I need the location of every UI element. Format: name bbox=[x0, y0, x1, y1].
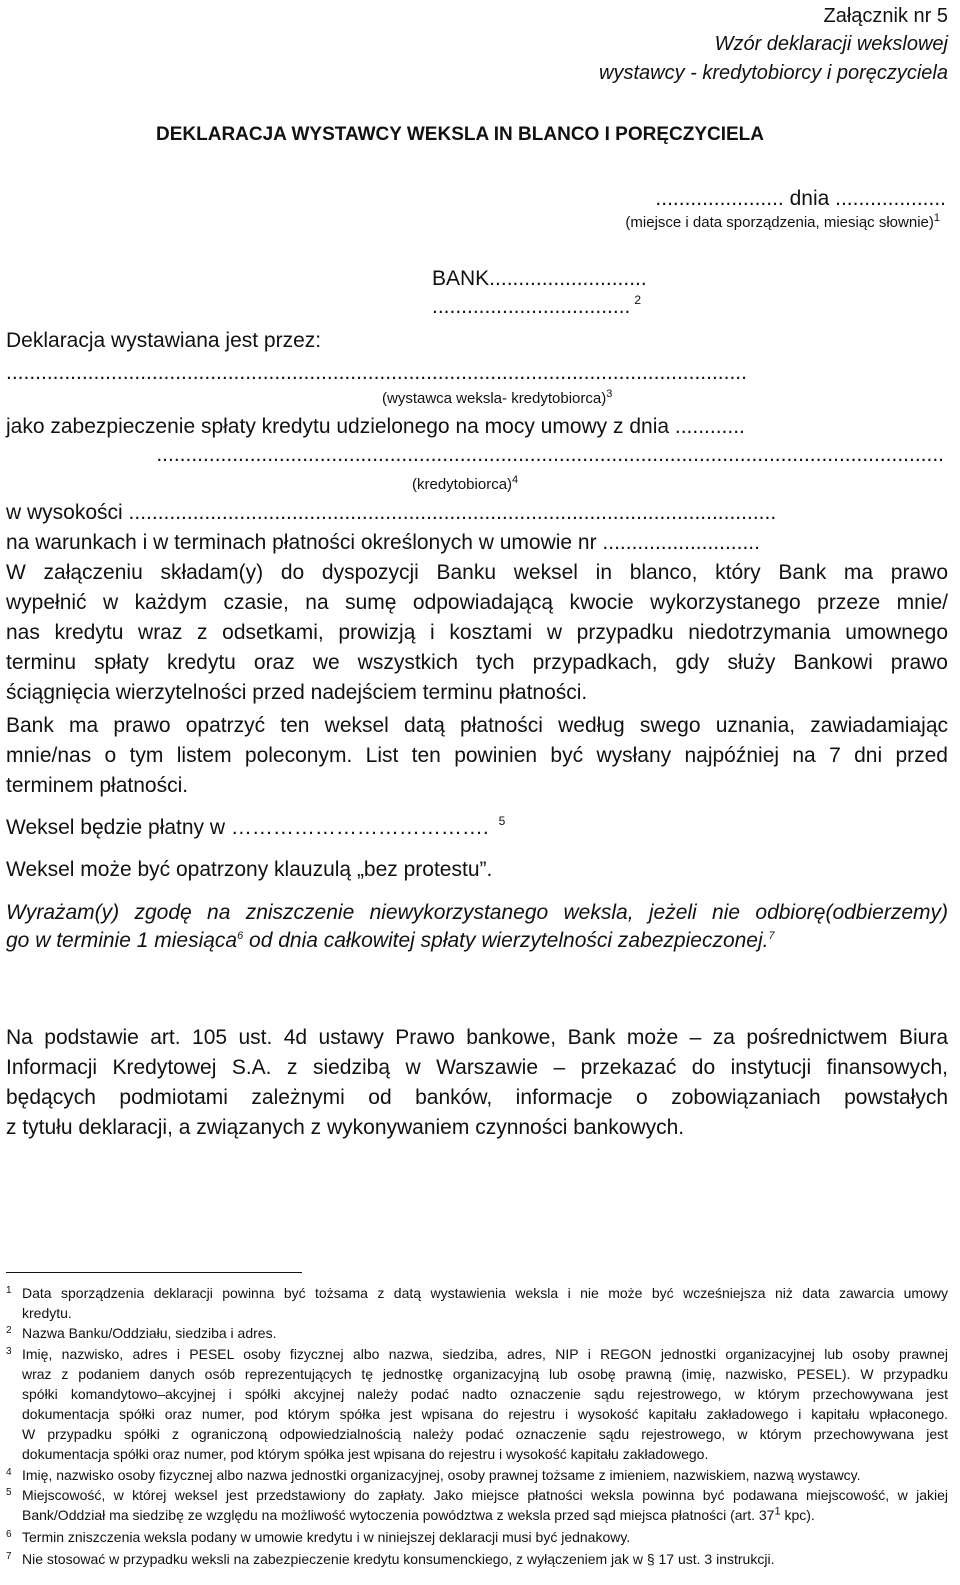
paragraph-2-line: mnie/nas o tym listem poleconym. List ten powinien być wysłany najpóźniej na 7 dni przed bbox=[6, 744, 948, 767]
page-title: DEKLARACJA WYSTAWCY WEKSLA IN BLANCO I PORĘCZYCIELA bbox=[156, 124, 765, 145]
place-date-line: ...................... dnia ................... bbox=[655, 187, 946, 210]
protest-line: Weksel może być opatrzony klauzulą „bez protestu”. bbox=[6, 858, 493, 881]
paragraph-2-line: terminem płatności. bbox=[6, 774, 189, 797]
consent-line-1: Wyrażam(y) zgodę na zniszczenie niewykorzystanego weksla, jeżeli nie odbiorę(odbierzemy) bbox=[6, 901, 948, 924]
amount-line: w wysokości ............................................................................................................... bbox=[6, 501, 777, 524]
paragraph-3-line: z tytułu deklaracji, a związanych z wykonywaniem czynności bankowych. bbox=[6, 1116, 685, 1139]
paragraph-3-line: Informacji Kredytowej S.A. z siedzibą w Warszawie – przekazać do instytucji finansowych, bbox=[6, 1056, 948, 1079]
security-line: jako zabezpieczenie spłaty kredytu udzielonego na mocy umowy z dnia ............ bbox=[6, 415, 745, 438]
place-date-caption: (miejsce i data sporządzenia, miesiąc słownie)$^1$ bbox=[625, 212, 940, 231]
footnote-separator bbox=[6, 1272, 302, 1273]
consent-line-2: go w terminie 1 miesiąca$^6$ od dnia całkowitej spłaty wierzytelności zabezpieczonej.$^7$ bbox=[6, 929, 775, 952]
paragraph-1-line: W załączeniu składam(y) do dyspozycji Banku weksel in blanco, który Bank ma prawo bbox=[6, 561, 948, 584]
paragraph-1-line: ściągnięcia wierzytelności przed nadejściem terminu płatności. bbox=[6, 681, 588, 704]
payable-line: Weksel będzie płatny w ………………………………. $^5$ bbox=[6, 814, 506, 839]
paragraph-1-line: terminu spłaty kredytu oraz we wszystkich tych przypadkach, gdy służy Bankowi prawo bbox=[6, 651, 948, 674]
issuer-caption: (wystawca weksla- kredytobiorca)$^3$ bbox=[382, 388, 613, 407]
attachment-number: Załącznik nr 5 bbox=[823, 5, 948, 27]
attachment-subtitle-2: wystawcy - kredytobiorcy i poręczyciela bbox=[599, 62, 948, 84]
declaration-by-label: Deklaracja wystawiana jest przez: bbox=[6, 329, 322, 352]
paragraph-2-line: Bank ma prawo opatrzyć ten weksel datą płatności według swego uznania, zawiadamiając bbox=[6, 714, 948, 737]
bank-line-1: BANK........................... bbox=[432, 267, 647, 290]
bank-line-2: .................................. $^2$ bbox=[432, 293, 642, 318]
issuer-dots: ............................................................................................................................... bbox=[6, 361, 747, 384]
paragraph-3-line: będących podmiotami zależnymi od banków, informacje o zobowiązaniach powstałych bbox=[6, 1086, 948, 1109]
paragraph-1-line: nas kredytu wraz z odsetkami, prowizją i kosztami w przypadku niedotrzymania umownego bbox=[6, 621, 948, 644]
borrower-caption: (kredytobiorca)$^4$ bbox=[412, 474, 519, 493]
paragraph-3-line: Na podstawie art. 105 ust. 4d ustawy Prawo bankowe, Bank może – za pośrednictwem Biura bbox=[6, 1026, 948, 1049]
attachment-subtitle-1: Wzór deklaracji wekslowej bbox=[714, 33, 948, 55]
paragraph-1-line: wypełnić w każdym czasie, na sumę odpowiadającą kwocie wykorzystanego przeze mnie/ bbox=[6, 591, 948, 614]
borrower-dots: ....................................................................................................................................... bbox=[156, 443, 944, 466]
terms-line: na warunkach i w terminach płatności określonych w umowie nr ........................... bbox=[6, 531, 760, 554]
